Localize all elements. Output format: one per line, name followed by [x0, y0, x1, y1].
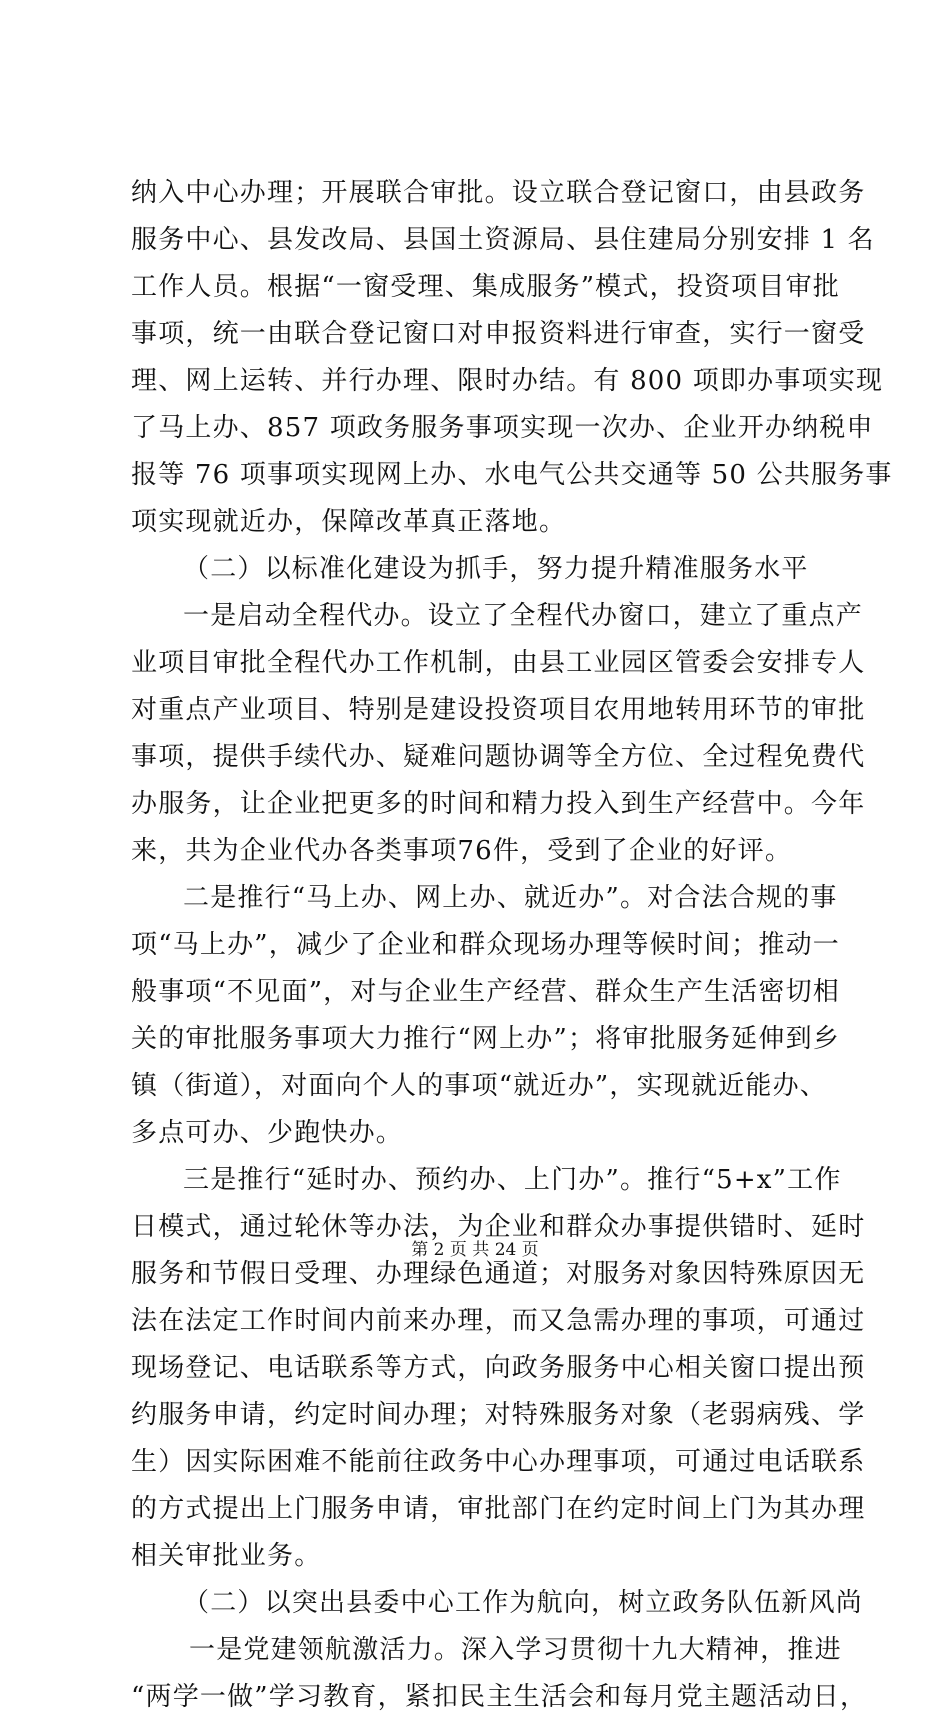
text-line: 多点可办、少跑快办。	[131, 1118, 404, 1148]
paragraph-start: 一是党建领航激活力。深入学习贯彻十九大精神，推进	[189, 1635, 842, 1665]
text-line: 约服务申请，约定时间办理；对特殊服务对象（老弱病残、学	[131, 1400, 866, 1430]
paragraph-start: 一是启动全程代办。设立了全程代办窗口，建立了重点产	[183, 601, 864, 631]
text-line: 生）因实际困难不能前往政务中心办理事项，可通过电话联系	[131, 1447, 866, 1477]
text-line: 对重点产业项目、特别是建设投资项目农用地转用环节的审批	[131, 695, 866, 725]
text-line: 镇（街道），对面向个人的事项“就近办”，实现就近能办、	[131, 1071, 827, 1101]
text-line: 事项，提供手续代办、疑难问题协调等全方位、全过程免费代	[131, 742, 866, 772]
text-line: 办服务，让企业把更多的时间和精力投入到生产经营中。今年	[131, 789, 866, 819]
text-line: 般事项“不见面”，对与企业生产经营、群众生产生活密切相	[131, 977, 840, 1007]
text-line: 相关审批业务。	[131, 1541, 322, 1571]
text-line: 项实现就近办，保障改革真正落地。	[131, 507, 567, 537]
text-line: 纳入中心办理；开展联合审批。设立联合登记窗口，由县政务	[131, 178, 866, 208]
text-line: 的方式提出上门服务申请，审批部门在约定时间上门为其办理	[131, 1494, 866, 1524]
page-footer: 第 2 页 共 24 页	[411, 1240, 539, 1260]
text-line: 报等 76 项事项实现网上办、水电气公共交通等 50 公共服务事	[131, 460, 893, 490]
text-line: 关的审批服务事项大力推行“网上办”；将审批服务延伸到乡	[131, 1024, 840, 1054]
section-heading: （二）以突出县委中心工作为航向，树立政务队伍新风尚	[183, 1588, 864, 1618]
text-line: 工作人员。根据“一窗受理、集成服务”模式，投资项目审批	[131, 272, 840, 302]
text-line: 法在法定工作时间内前来办理，而又急需办理的事项，可通过	[131, 1306, 866, 1336]
text-line: 日模式，通过轮休等办法，为企业和群众办事提供错时、延时	[131, 1212, 866, 1242]
text-line: “两学一做”学习教育，紧扣民主生活会和每月党主题活动日，	[131, 1682, 868, 1712]
text-line: 项“马上办”，减少了企业和群众现场办理等候时间；推动一	[131, 930, 840, 960]
paragraph-start: 二是推行“马上办、网上办、就近办”。对合法合规的事	[183, 883, 838, 913]
text-line: 服务和节假日受理、办理绿色通道；对服务对象因特殊原因无	[131, 1259, 866, 1289]
text-line: 服务中心、县发改局、县国土资源局、县住建局分别安排 1 名	[131, 225, 875, 255]
text-line: 事项，统一由联合登记窗口对申报资料进行审查，实行一窗受	[131, 319, 866, 349]
text-line: 理、网上运转、并行办理、限时办结。有 800 项即办事项实现	[131, 366, 884, 396]
text-line: 业项目审批全程代办工作机制，由县工业园区管委会安排专人	[131, 648, 866, 678]
text-line: 来，共为企业代办各类事项76件，受到了企业的好评。	[131, 836, 793, 866]
section-heading: （二）以标准化建设为抓手，努力提升精准服务水平	[183, 554, 809, 584]
paragraph-start: 三是推行“延时办、预约办、上门办”。推行“5+x”工作	[183, 1165, 842, 1195]
text-line: 了马上办、857 项政务服务事项实现一次办、企业开办纳税申	[131, 413, 874, 443]
text-line: 现场登记、电话联系等方式，向政务服务中心相关窗口提出预	[131, 1353, 866, 1383]
body-text	[131, 170, 893, 1721]
